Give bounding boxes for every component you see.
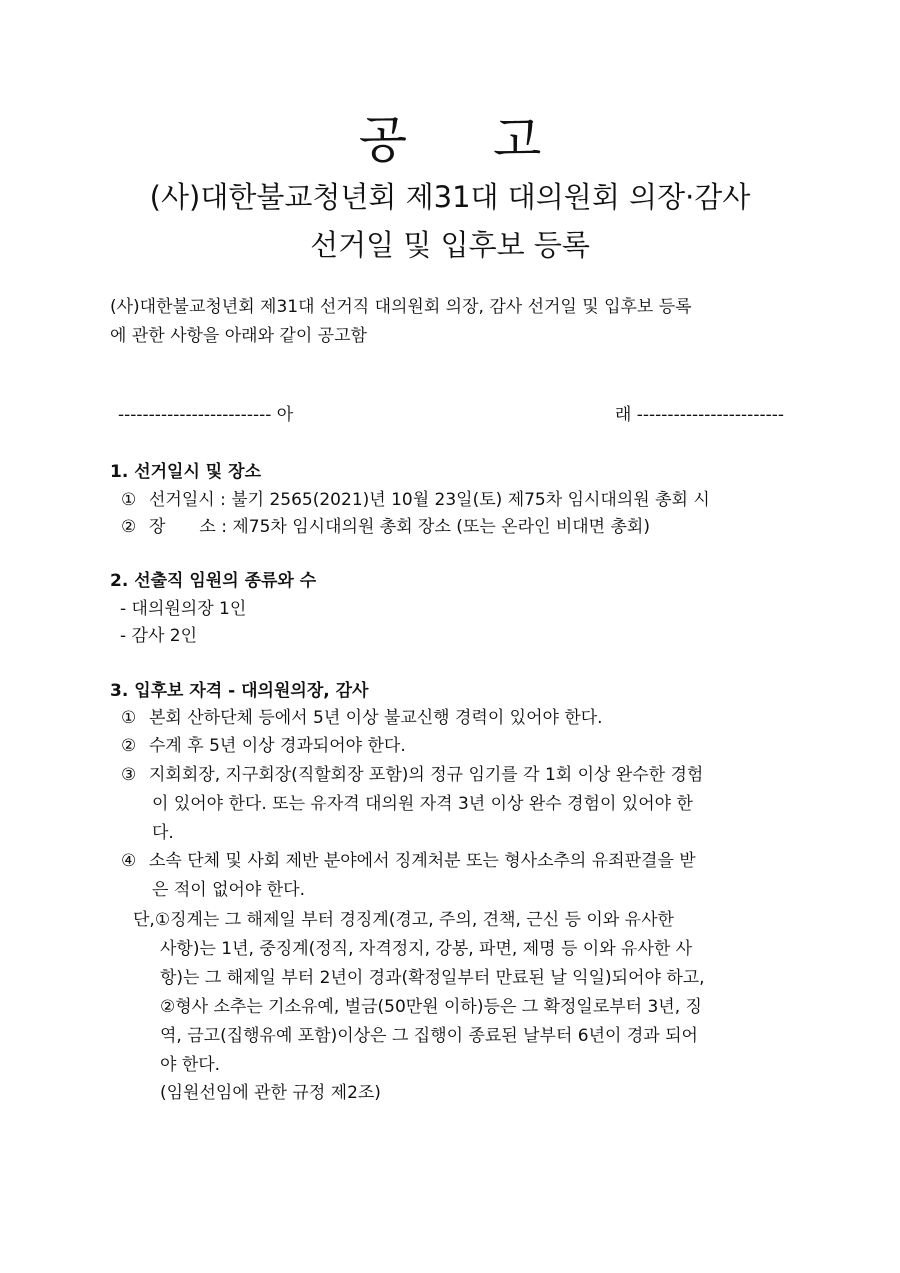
section-2-heading: 2. 선출직 임원의 종류와 수: [110, 571, 317, 591]
item-number: ①: [121, 708, 137, 728]
section-3-item-3-line-3: 다.: [152, 823, 174, 843]
item-number: ①: [121, 490, 137, 510]
section-3-item-4: [121, 846, 696, 871]
regulation-reference: (임원선임에 관한 규정 제2조): [160, 1083, 381, 1103]
section-2-item-1: - 대의원의장 1인: [120, 599, 247, 619]
section-1-heading: 1. 선거일시 및 장소: [110, 462, 261, 482]
intro-line-2: 에 관한 사항을 아래와 같이 공고함: [110, 326, 367, 346]
intro-line-1: (사)대한불교청년회 제31대 선거직 대의원회 의장, 감사 선거일 및 입후보 등록: [110, 297, 692, 317]
item-number: ③: [121, 765, 137, 785]
section-3-item-4-line-2: 은 적이 없어야 한다.: [152, 880, 305, 900]
proviso-line-2: 사항)는 1년, 중징계(정직, 자격정지, 강봉, 파면, 제명 등 이와 유사한 사: [160, 939, 693, 959]
section-3-item-1: [121, 703, 603, 728]
proviso-line-4: ②형사 소추는 기소유예, 벌금(50만원 이하)등은 그 확정일로부터 3년, 징: [160, 997, 702, 1017]
section-3-item-3-line-2: 이 있어야 한다. 또는 유자격 대의원 자격 3년 이상 완수 경험이 있어야 한: [152, 794, 693, 814]
section-3-heading: 3. 입후보 자격 - 대의원의장, 감사: [110, 681, 369, 701]
section-2-item-2: - 감사 2인: [120, 626, 198, 646]
proviso-line-1: 단,①징계는 그 해제일 부터 경징계(경고, 주의, 견책, 근신 등 이와 유사한: [133, 910, 674, 930]
item-text: 장 소 : 제75차 임시대의원 총회 장소 (또는 온라인 비대면 총회): [149, 517, 650, 537]
section-1-item-2: [121, 512, 650, 537]
section-3-item-2: [121, 731, 406, 756]
item-text: 소속 단체 및 사회 제반 분야에서 징계처분 또는 형사소추의 유죄판결을 받: [149, 851, 696, 871]
notice-title: 공 고: [358, 111, 542, 169]
proviso-line-5: 역, 금고(집행유예 포함)이상은 그 집행이 종료된 날부터 6년이 경과 되어: [160, 1026, 698, 1046]
section-3-item-3: [121, 760, 703, 785]
notice-subtitle-line-1: (사)대한불교청년회 제31대 대의원회 의장·감사: [149, 180, 751, 214]
item-number: ②: [121, 517, 137, 537]
item-number: ②: [121, 736, 137, 756]
item-number: ④: [121, 851, 137, 871]
item-text: 수계 후 5년 이상 경과되어야 한다.: [149, 736, 406, 756]
proviso-line-6: 야 한다.: [160, 1055, 221, 1075]
item-text: 지회회장, 지구회장(직할회장 포함)의 정규 임기를 각 1회 이상 완수한 경험: [149, 765, 704, 785]
separator: [118, 400, 784, 425]
proviso-line-3: 항)는 그 해제일 부터 2년이 경과(확정일부터 만료된 날 익일)되어야 하고,: [160, 968, 705, 988]
section-1-item-1: [121, 485, 710, 510]
item-text: 선거일시 : 불기 2565(2021)년 10월 23일(토) 제75차 임시대의원 총회 시: [149, 490, 710, 510]
separator-right: 래 ------------------------: [614, 405, 784, 425]
separator-left: ------------------------- 아: [118, 405, 294, 425]
notice-subtitle-line-2: 선거일 및 입후보 등록: [310, 228, 590, 262]
item-text: 본회 산하단체 등에서 5년 이상 불교신행 경력이 있어야 한다.: [149, 708, 603, 728]
